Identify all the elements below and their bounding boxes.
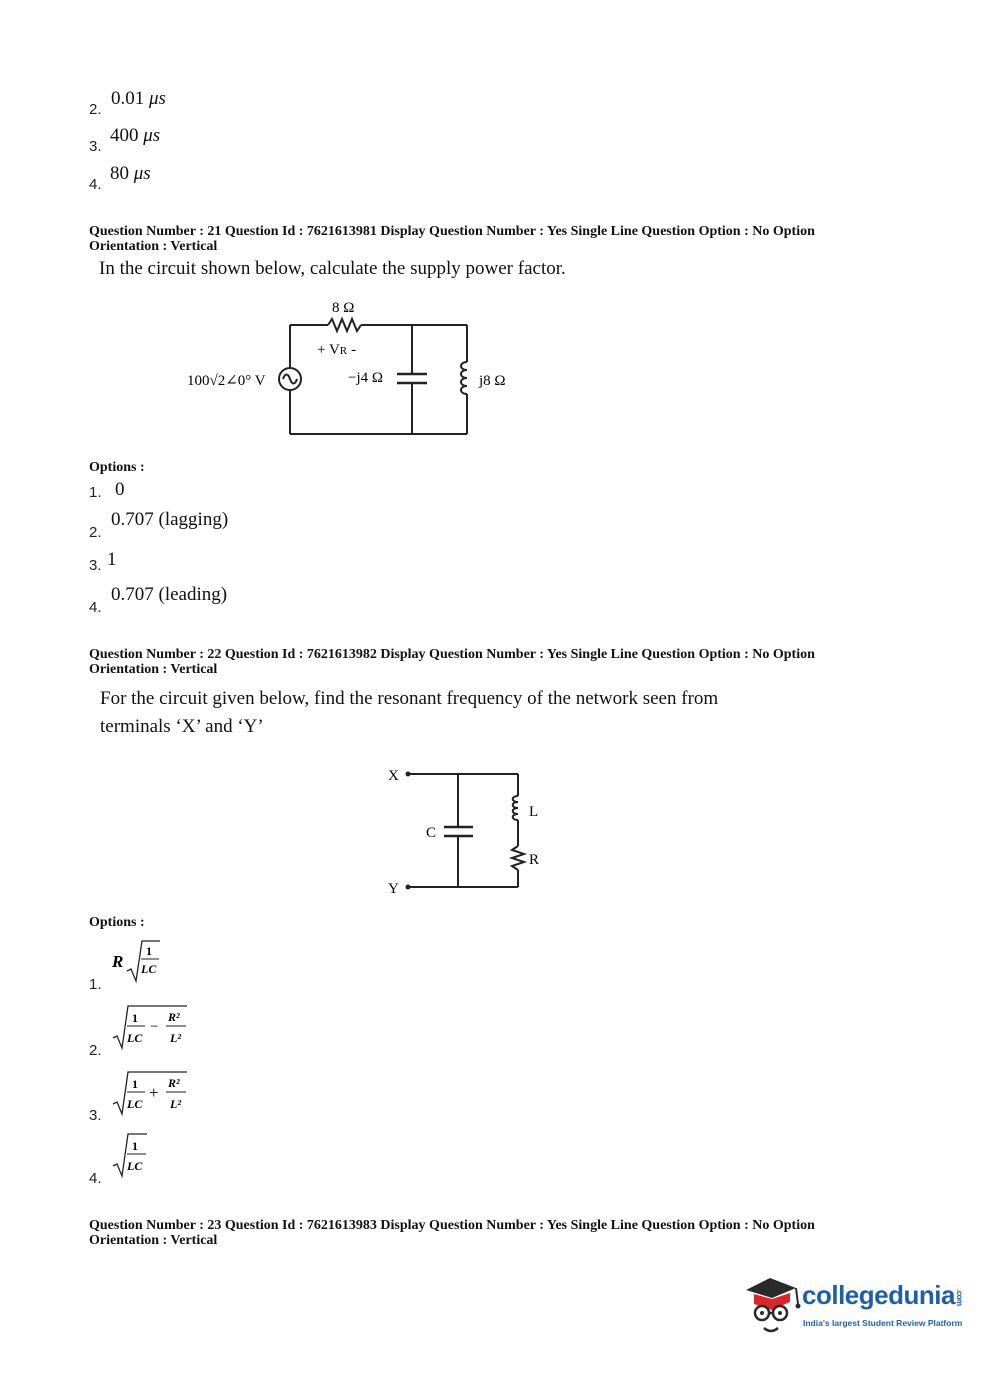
options-label: Options : [89, 915, 145, 930]
option-number: 4. [89, 176, 102, 193]
svg-text:L²: L² [170, 1097, 181, 1111]
formula-option-4 [110, 1130, 160, 1180]
svg-text:R²: R² [168, 1010, 180, 1024]
svg-text:+ VR-: + VR - [317, 342, 357, 358]
option-text: 80 μs [110, 163, 151, 184]
svg-text:1: 1 [146, 944, 152, 958]
svg-text:−j4 Ω: −j4 Ω [348, 370, 384, 386]
circuit-diagram-q22 [380, 762, 560, 897]
option-number: 3. [89, 138, 102, 155]
svg-text:1: 1 [132, 1077, 138, 1091]
svg-text:L²: L² [170, 1031, 181, 1045]
question-meta: Question Number : 22 Question Id : 7621613982 Display Question Number : Yes Single Line Question Option : No Option Orientation : Vertical [89, 647, 815, 677]
option-text: 0 [115, 479, 125, 500]
svg-text:R: R [529, 852, 540, 868]
brand-logo[interactable] [740, 1268, 980, 1343]
svg-text:100√2∠0° V: 100√2∠0° V [187, 373, 266, 389]
brand-name: collegedunia.com [802, 1280, 964, 1310]
svg-text:X: X [388, 768, 399, 784]
option-number: 3. [89, 557, 102, 574]
question-meta: Question Number : 21 Question Id : 7621613981 Display Question Number : Yes Single Line Question Option : No Option Orientation : Vertical [89, 224, 815, 254]
svg-text:j8 Ω: j8 Ω [479, 373, 506, 389]
svg-text:1: 1 [132, 1011, 138, 1025]
svg-text:L: L [529, 804, 539, 820]
svg-text:R²: R² [168, 1076, 180, 1090]
mascot-icon [740, 1268, 802, 1338]
option-number: 1. [89, 484, 102, 501]
formula-option-3 [110, 1068, 200, 1118]
option-number: 2. [89, 524, 102, 541]
svg-text:LC: LC [127, 1031, 143, 1045]
svg-text:LC: LC [141, 962, 157, 976]
options-label: Options : [89, 460, 145, 475]
question-meta: Question Number : 23 Question Id : 7621613983 Display Question Number : Yes Single Line Question Option : No Option Orientation : Vertical [89, 1218, 815, 1248]
svg-text:R: R [112, 952, 124, 971]
option-number: 1. [89, 976, 102, 993]
question-text: For the circuit given below, find the resonant frequency of the network seen from terminals ‘X’ and ‘Y’ [100, 688, 719, 737]
inductor-symbol [461, 362, 467, 394]
option-text: 0.707 (leading) [111, 584, 228, 605]
option-number: 4. [89, 599, 102, 616]
option-text: 400 μs [110, 125, 161, 146]
option-number: 2. [89, 101, 102, 118]
brand-tagline: India's largest Student Review Platform [803, 1318, 963, 1328]
svg-text:8 Ω: 8 Ω [332, 300, 355, 316]
option-text: 1 [107, 549, 117, 570]
svg-text:C: C [426, 825, 437, 841]
svg-text:−: − [150, 1019, 159, 1035]
option-text: 0.01 μs [111, 88, 166, 109]
option-number: 3. [89, 1107, 102, 1124]
formula-option-2 [110, 1002, 200, 1052]
inductor-symbol [513, 796, 518, 820]
resistor-symbol [328, 319, 361, 331]
question-text: In the circuit shown below, calculate the supply power factor. [99, 258, 566, 279]
option-number: 2. [89, 1042, 102, 1059]
svg-text:LC: LC [127, 1159, 143, 1173]
option-number: 4. [89, 1170, 102, 1187]
resistor-symbol [512, 846, 524, 870]
svg-text:+: + [149, 1083, 159, 1102]
svg-text:1: 1 [132, 1139, 138, 1153]
circuit-diagram-q21 [180, 290, 540, 445]
formula-option-1 [108, 935, 178, 985]
option-text: 0.707 (lagging) [111, 509, 229, 530]
svg-text:LC: LC [127, 1097, 143, 1111]
svg-text:Y: Y [388, 881, 399, 897]
